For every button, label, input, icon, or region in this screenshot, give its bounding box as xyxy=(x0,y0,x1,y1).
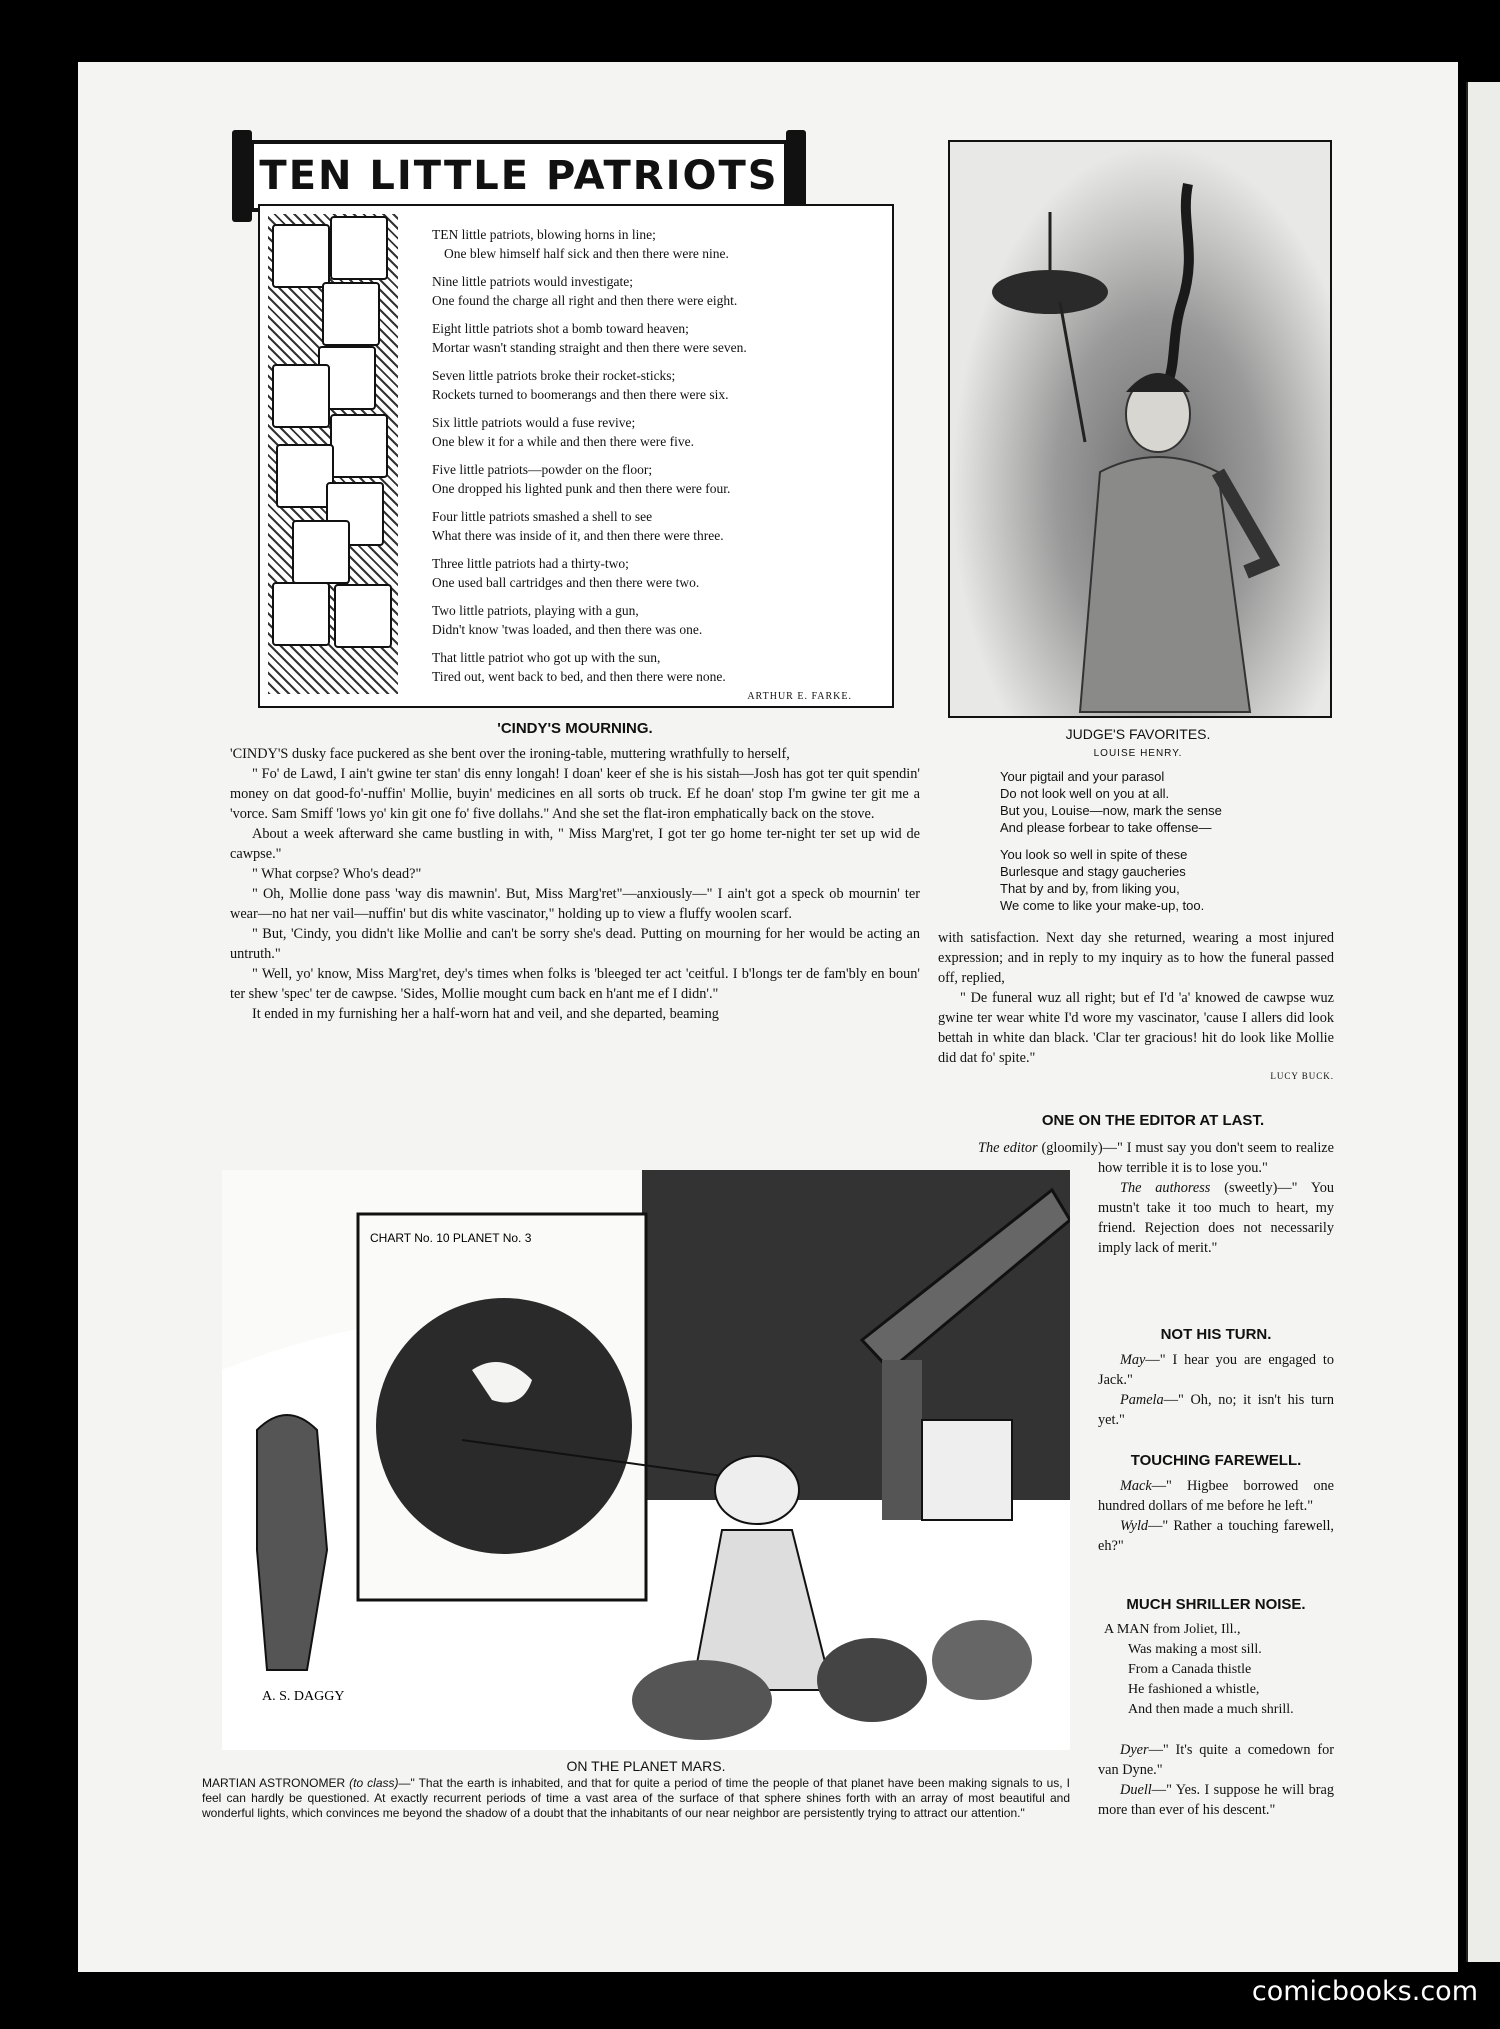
cindy-story-continued: with satisfaction. Next day she returned, wearing a most injured expression; and in reply to my inquiry as to how the funeral passed off, replied, " De funeral wuz all right; but ef I'd 'a' knowed de cawpse wuz gwine ter wear white I'd wore my vascinator, 'cause I allers did look bettah in white dan black. 'Clar ter gracious! hit do look like Mollie did dat fo' spite." LUCY BUCK. xyxy=(938,928,1334,1086)
chart-label: CHART No. 10 PLANET No. 3 xyxy=(370,1231,532,1245)
turn-title: NOT HIS TURN. xyxy=(1160,1326,1272,1343)
judge-verse: Your pigtail and your parasol Do not look well on you at all. But you, Louise—now, mark the sense And please forbear to take offense— You look so well in spite of these Burlesque and stagy gaucheries That by and by, from liking you, We come to like your make-up, too. xyxy=(1000,769,1222,913)
banner-title: TEN LITTLE PATRIOTS xyxy=(259,153,779,199)
face-card xyxy=(322,282,380,346)
face-card xyxy=(272,582,330,646)
site-watermark: comicbooks.com xyxy=(1251,1976,1478,2007)
farewell-title: TOUCHING FAREWELL. xyxy=(1130,1452,1302,1469)
louise-henry-photo xyxy=(948,140,1332,718)
faces-illustration xyxy=(268,214,398,694)
cindy-title: 'CINDY'S MOURNING. xyxy=(497,720,653,737)
banner-scroll-left xyxy=(232,130,252,222)
face-card xyxy=(272,364,330,428)
shriller-title: MUCH SHRILLER NOISE. xyxy=(1126,1596,1306,1613)
editor-text: The editor (gloomily)—" I must say you don't seem to realize how terrible it is to lose you." The authoress (sweetly)—" You mustn't take it too much to heart, my friend. Rejection does not necessarily imply lack of merit." xyxy=(978,1140,1335,1256)
dyer-text: Dyer—" It's quite a comedown for van Dyne." Duell—" Yes. I suppose he will brag more than ever of his descent." xyxy=(1098,1742,1334,1818)
editor-title: ONE ON THE EDITOR AT LAST. xyxy=(1041,1112,1265,1129)
face-card xyxy=(292,520,350,584)
face-card xyxy=(334,584,392,648)
poem-block xyxy=(258,204,894,708)
cindy-author: LUCY BUCK. xyxy=(1270,1071,1334,1081)
poem-banner xyxy=(250,140,788,212)
shriller-verse: A MAN from Joliet, Ill., Was making a most sill. From a Canada thistle He fashioned a whistle, And then made a much shrill. xyxy=(1104,1622,1294,1717)
adjacent-page-edge xyxy=(1466,82,1500,1962)
poem-author: ARTHUR E. FARKE. xyxy=(747,691,852,702)
artist-signature: A. S. DAGGY xyxy=(262,1689,345,1704)
mars-cartoon xyxy=(222,1170,1070,1750)
turn-text: May—" I hear you are engaged to Jack." Pamela—" Oh, no; it isn't his turn yet." xyxy=(1098,1352,1334,1428)
cartoon-caption: MARTIAN ASTRONOMER (to class)—" That the earth is inhabited, and that for quite a period of time the people of that planet have been making signals to us, I feel can hardly be questioned. At exactly recurrent periods of time a vast area of the surface of that sphere shines forth with an array of most beautiful and wonderful lights, which convinces me beyond the shadow of a doubt that the inhabitants of our near neighbor are persistently trying to attract our attention." xyxy=(202,1776,1070,1820)
judge-subtitle: LOUISE HENRY. xyxy=(1093,748,1183,759)
face-card xyxy=(272,224,330,288)
farewell-text: Mack—" Higbee borrowed one hundred dollars of me before he left." Wyld—" Rather a touching farewell, eh?" xyxy=(1098,1478,1334,1554)
face-card xyxy=(330,216,388,280)
face-card xyxy=(330,414,388,478)
cartoon-title: ON THE PLANET MARS. xyxy=(566,1758,726,1774)
judge-title: JUDGE'S FAVORITES. xyxy=(1065,726,1211,742)
cindy-story: 'CINDY'S dusky face puckered as she bent over the ironing-table, muttering wrathfully to herself, " Fo' de Lawd, I ain't gwine ter stan' dis enny longah! I doan' keer ef she is his sistah—Josh has got ter quit spendin' money on dat good-fo'-nuffin' Mollie, buyin' medicines en all sorts ob truck. Ef he doan' stop I'm gwine ter git me a 'vorce. Sam Smiff 'lows yo' kin git one fo' five dollahs." And she set the flat-iron emphatically back on the stove. About a week afterward she came bustling in with, " Miss Marg'ret, I got ter go home ter-night ter set up wid de cawpse." " What corpse? Who's dead?" " Oh, Mollie done pass 'way dis mawnin'. But, Miss Marg'ret"—anxiously—" I ain't got a speck ob mournin' ter wear—no hat ner vail—nuffin' but dis white vascinator," holding up to view a fluffy woolen scarf. " But, 'Cindy, you didn't like Mollie and can't be sorry she's dead. Putting on mourning for her would be acting an untruth." " Well, yo' know, Miss Marg'ret, dey's times when folks is 'bleeged ter act 'ceitful. I b'longs ter de fam'bly en boun' ter shew 'spec' ter de cawpse. 'Sides, Mollie mought cum back en h'ant me ef I didn'." It ended in my furnishing her a half-worn hat and veil, and she departed, beaming xyxy=(230,746,920,1022)
poem-text: TEN little patriots, blowing horns in line; One blew himself half sick and then there were nine. Nine little patriots would investigate; One found the charge all right and then there were eight. Eight little patriots shot a bomb toward heaven; Mortar wasn't standing straight and then there were seven. Seven little patriots broke their rocket-sticks; Rockets turned to boomerangs and then there were six. Six little patriots would a fuse revive; One blew it for a while and then there were five. Five little patriots—powder on the floor; One dropped his lighted punk and then there were four. Four little patriots smashed a shell to see What there was inside of it, and then there were three. Three little patriots had a thirty-two; One used ball cartridges and then there were two. Two little patriots, playing with a gun, Didn't know 'twas loaded, and then there was one. That little patriot who got up with the sun, Tired out, went back to bed, and then there were none. ARTHUR E. FARKE. xyxy=(432,226,852,707)
